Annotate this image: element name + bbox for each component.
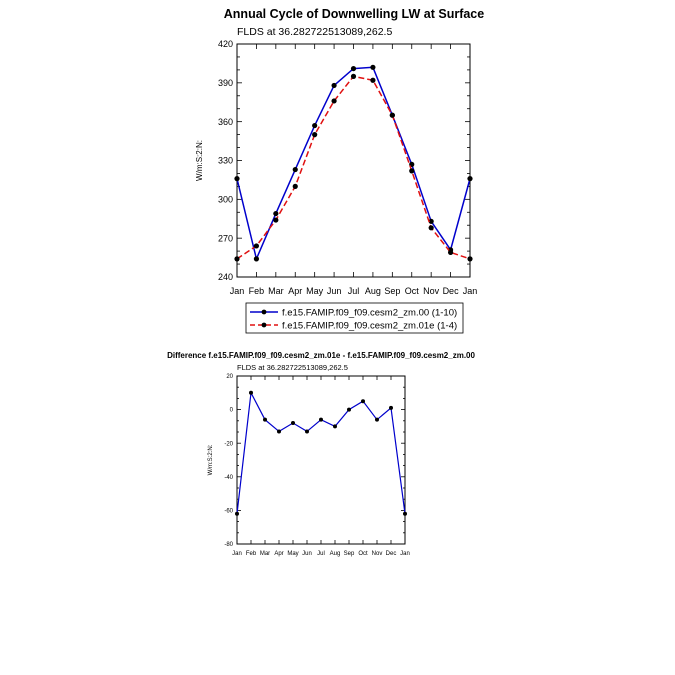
x-tick-label: Mar <box>268 286 284 296</box>
y-tick-label: 330 <box>217 155 233 166</box>
x-tick-label: Jan <box>462 286 478 296</box>
y-tick-label: -80 <box>224 542 233 549</box>
x-tick-label: Apr <box>274 551 284 557</box>
x-tick-label: Nov <box>423 286 440 296</box>
x-tick-label: Jan <box>229 286 245 296</box>
data-point <box>234 256 239 261</box>
difference-chart <box>167 351 475 557</box>
data-point <box>390 113 395 118</box>
legend-marker <box>262 323 267 328</box>
chart-subtitle: FLDS at 36.282722513089,262.5 <box>237 26 393 38</box>
data-point <box>389 406 393 410</box>
x-tick-label: Aug <box>329 551 341 557</box>
y-tick-label: 300 <box>217 194 233 205</box>
data-point <box>293 167 298 172</box>
data-point <box>403 512 407 516</box>
data-point <box>305 429 309 433</box>
data-point <box>312 132 317 137</box>
y-tick-label: 420 <box>217 39 233 50</box>
data-point <box>351 66 356 71</box>
x-tick-label: Jan <box>400 551 410 557</box>
x-tick-label: May <box>306 286 324 296</box>
x-tick-label: Aug <box>364 286 381 296</box>
data-point <box>375 418 379 422</box>
series-line-2 <box>237 76 470 259</box>
data-point <box>448 250 453 255</box>
data-point <box>331 83 336 88</box>
x-tick-label: Apr <box>288 286 303 296</box>
y-tick-label: 270 <box>217 233 233 244</box>
data-point <box>319 418 323 422</box>
data-point <box>370 65 375 70</box>
data-point <box>429 225 434 230</box>
y-tick-label: -40 <box>224 474 233 481</box>
data-point <box>331 98 336 103</box>
data-point <box>277 429 281 433</box>
data-point <box>254 243 259 248</box>
series-line-1 <box>237 67 470 259</box>
x-tick-label: Nov <box>371 551 383 557</box>
data-point <box>263 418 267 422</box>
x-tick-label: Oct <box>404 286 419 296</box>
legend <box>246 303 463 333</box>
x-tick-label: Jan <box>232 551 242 557</box>
x-tick-label: Sep <box>384 286 401 296</box>
x-tick-label: Oct <box>358 551 368 557</box>
x-tick-label: Jul <box>317 551 325 557</box>
data-point <box>467 176 472 181</box>
annual-cycle-chart <box>195 7 484 296</box>
x-tick-label: Dec <box>442 286 459 296</box>
y-tick-label: 0 <box>229 407 233 414</box>
x-tick-label: Dec <box>385 551 397 557</box>
data-point <box>234 176 239 181</box>
x-tick-label: Feb <box>245 551 257 557</box>
x-tick-label: Sep <box>343 551 355 557</box>
data-point <box>291 421 295 425</box>
data-point <box>370 78 375 83</box>
y-tick-label: -20 <box>224 441 233 448</box>
x-tick-label: Feb <box>248 286 265 296</box>
data-point <box>409 168 414 173</box>
y-axis-label: W/m:S:2:N: <box>208 444 214 476</box>
x-tick-label: Mar <box>259 551 271 557</box>
chart-title: Annual Cycle of Downwelling LW at Surface <box>223 7 485 21</box>
data-point <box>254 256 259 261</box>
data-point <box>249 391 253 395</box>
y-tick-label: 240 <box>217 272 233 283</box>
chart-title: Difference f.e15.FAMIP.f09_f09.cesm2_zm.01e - f.e15.FAMIP.f09_f09.cesm2_zm.00 <box>167 351 475 360</box>
data-point <box>235 512 239 516</box>
y-tick-label: 360 <box>217 116 233 127</box>
data-point <box>273 211 278 216</box>
data-point <box>293 184 298 189</box>
data-point <box>351 74 356 79</box>
data-point <box>312 123 317 128</box>
legend-label-1: f.e15.FAMIP.f09_f09.cesm2_zm.00 (1-10) <box>282 307 458 319</box>
data-point <box>333 424 337 428</box>
legend-marker <box>262 310 267 315</box>
series-line-1 <box>237 393 405 514</box>
x-tick-label: May <box>287 551 299 557</box>
x-tick-label: Jun <box>326 286 342 296</box>
x-tick-label: Jul <box>347 286 360 296</box>
legend-label-2: f.e15.FAMIP.f09_f09.cesm2_zm.01e (1-4) <box>282 320 458 332</box>
y-axis-label: W/m:S:2:N: <box>195 140 204 181</box>
data-point <box>347 408 351 412</box>
y-tick-label: -60 <box>224 508 233 515</box>
plot-frame <box>237 376 405 544</box>
y-tick-label: 20 <box>226 374 233 381</box>
chart-subtitle: FLDS at 36.282722513089,262.5 <box>237 363 348 372</box>
data-point <box>467 256 472 261</box>
y-tick-label: 390 <box>217 77 233 88</box>
data-point <box>273 217 278 222</box>
x-tick-label: Jun <box>302 551 312 557</box>
data-point <box>361 399 365 403</box>
